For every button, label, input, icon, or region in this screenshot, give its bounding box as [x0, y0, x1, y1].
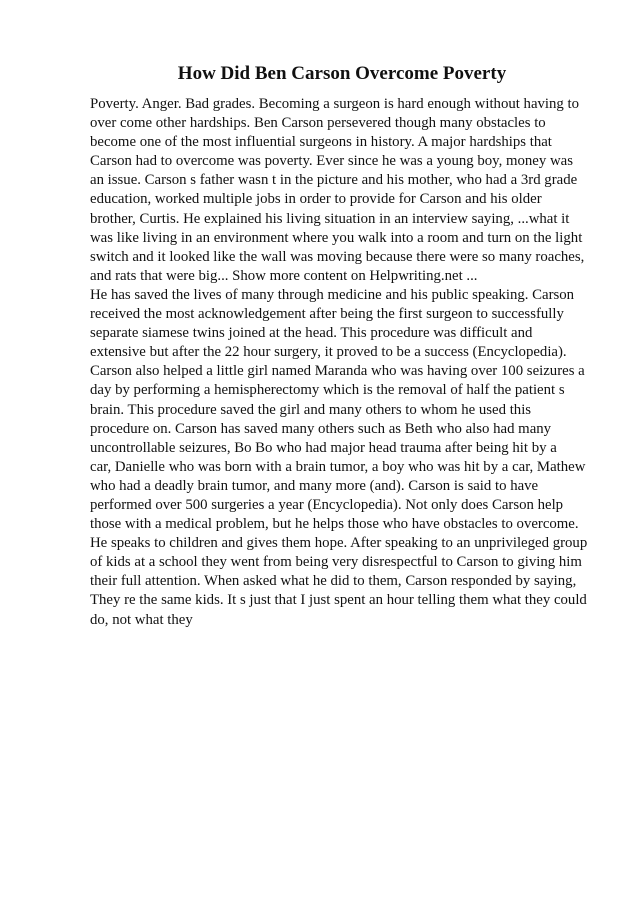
body-line: those with a medical problem, but he helps those who have obstacles to overcome. — [90, 516, 579, 533]
body-line: of kids at a school they went from being very disrespectful to Carson to giving him — [90, 554, 582, 571]
body-line: brain. This procedure saved the girl and many others to whom he used this — [90, 401, 532, 418]
body-line: received the most acknowledgement after being the first surgeon to successfully — [90, 306, 564, 323]
body-line: He has saved the lives of many through medicine and his public speaking. Carson — [90, 286, 575, 303]
body-line: their full attention. When asked what he did to them, Carson responded by saying, — [90, 573, 577, 590]
body-line: switch and it looked like the wall was moving because there were so many roaches, — [90, 248, 585, 265]
body-line: They re the same kids. It s just that I just spent an hour telling them what they could — [90, 592, 587, 609]
body-line: become one of the most influential surgeons in history. A major hardships that — [90, 134, 552, 151]
body-line: performed over 500 surgeries a year (Encyclopedia). Not only does Carson help — [90, 496, 564, 513]
body-line: over come other hardships. Ben Carson persevered though many obstacles to — [90, 115, 546, 132]
body-line: do, not what they — [90, 611, 193, 628]
body-line: education, worked multiple jobs in order to provide for Carson and his older — [90, 191, 542, 208]
body-line: car, Danielle who was born with a brain tumor, a boy who was hit by a car, Mathew — [90, 458, 586, 475]
body-line: Carson had to overcome was poverty. Ever since he was a young boy, money was — [90, 153, 573, 170]
body-line: extensive but after the 22 hour surgery, it proved to be a success (Encyclopedia). — [90, 344, 567, 361]
body-line: He speaks to children and gives them hope. After speaking to an unprivileged group — [90, 535, 588, 552]
body-line: brother, Curtis. He explained his living situation in an interview saying, ...what it — [90, 210, 570, 227]
body-line: day by performing a hemispherectomy which is the removal of half the patient s — [90, 382, 565, 399]
body-line: and rats that were big... Show more content on Helpwriting.net ... — [90, 267, 478, 284]
body-line: was like living in an environment where you walk into a room and turn on the light — [90, 229, 583, 246]
document-body — [90, 95, 590, 630]
body-line: an issue. Carson s father wasn t in the picture and his mother, who had a 3rd grade — [90, 172, 578, 189]
body-line: separate siamese twins joined at the head. This procedure was difficult and — [90, 325, 533, 342]
body-line: procedure on. Carson has saved many others such as Beth who also had many — [90, 420, 552, 437]
body-line: Poverty. Anger. Bad grades. Becoming a surgeon is hard enough without having to — [90, 96, 580, 112]
body-line: who had a deadly brain tumor, and many more (and). Carson is said to have — [90, 477, 539, 494]
body-line: uncontrollable seizures, Bo Bo who had major head trauma after being hit by a — [90, 439, 557, 456]
body-line: Carson also helped a little girl named Maranda who was having over 100 seizures a — [90, 363, 585, 380]
document-title: How Did Ben Carson Overcome Poverty — [177, 63, 507, 84]
